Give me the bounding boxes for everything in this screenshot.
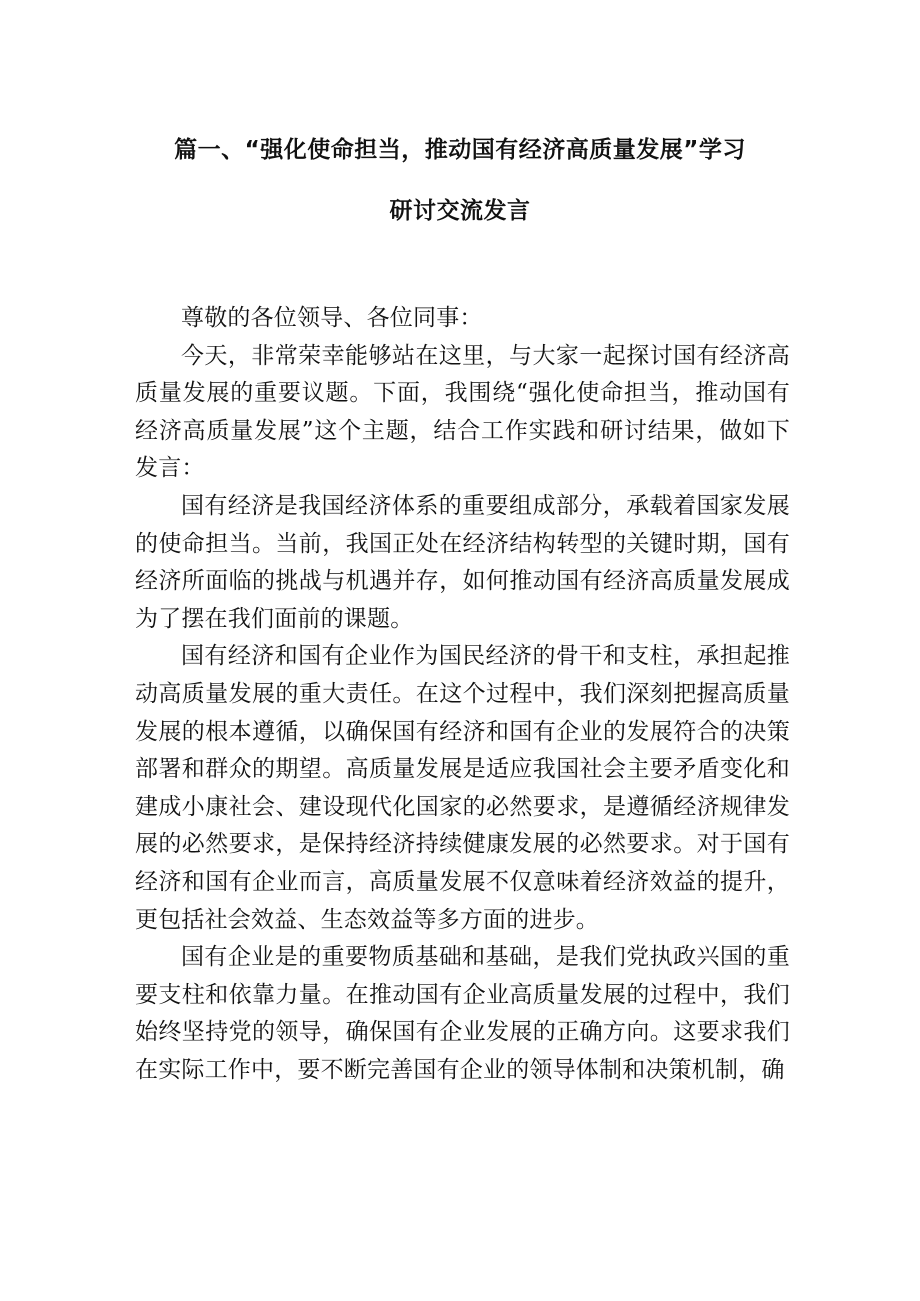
body-paragraph: 国有经济是我国经济体系的重要组成部分，承载着国家发展的使命担当。当前，我国正处在经济结构转型的关键时期，国有经济所面临的挑战与机遇并存，如何推动国有经济高质量发展成为了摆在我们面前的课题。 (135, 492, 790, 632)
body-paragraph: 国有经济和国有企业作为国民经济的骨干和支柱，承担起推动高质量发展的重大责任。在这个过程中，我们深刻把握高质量发展的根本遵循，以确保国有经济和国有企业的发展符合的决策部署和群众的期望。高质量发展是适应我国社会主要矛盾变化和建成小康社会、建设现代化国家的必然要求，是遵循经济规律发展的必然要求，是保持经济持续健康发展的必然要求。对于国有经济和国有企业而言，高质量发展不仅意味着经济效益的提升，更包括社会效益、生态效益等多方面的进步。 (135, 643, 790, 933)
document-title-line-2: 研讨交流发言 (389, 198, 531, 224)
body-paragraph: 今天，非常荣幸能够站在这里，与大家一起探讨国有经济高质量发展的重要议题。下面，我围绕“强化使命担当，推动国有经济高质量发展”这个主题，结合工作实践和研讨结果，做如下发言： (135, 342, 790, 482)
document-body (135, 300, 790, 1089)
document-title-line-1: 篇一、“强化使命担当，推动国有经济高质量发展”学习 (174, 137, 746, 163)
salutation-paragraph: 尊敬的各位领导、各位同事： (181, 305, 483, 331)
body-paragraph: 国有企业是的重要物质基础和基础，是我们党执政兴国的重要支柱和依靠力量。在推动国有企业高质量发展的过程中，我们始终坚持党的领导，确保国有企业发展的正确方向。这要求我们在实际工作中，要不断完善国有企业的领导体制和决策机制，确 (135, 944, 790, 1083)
